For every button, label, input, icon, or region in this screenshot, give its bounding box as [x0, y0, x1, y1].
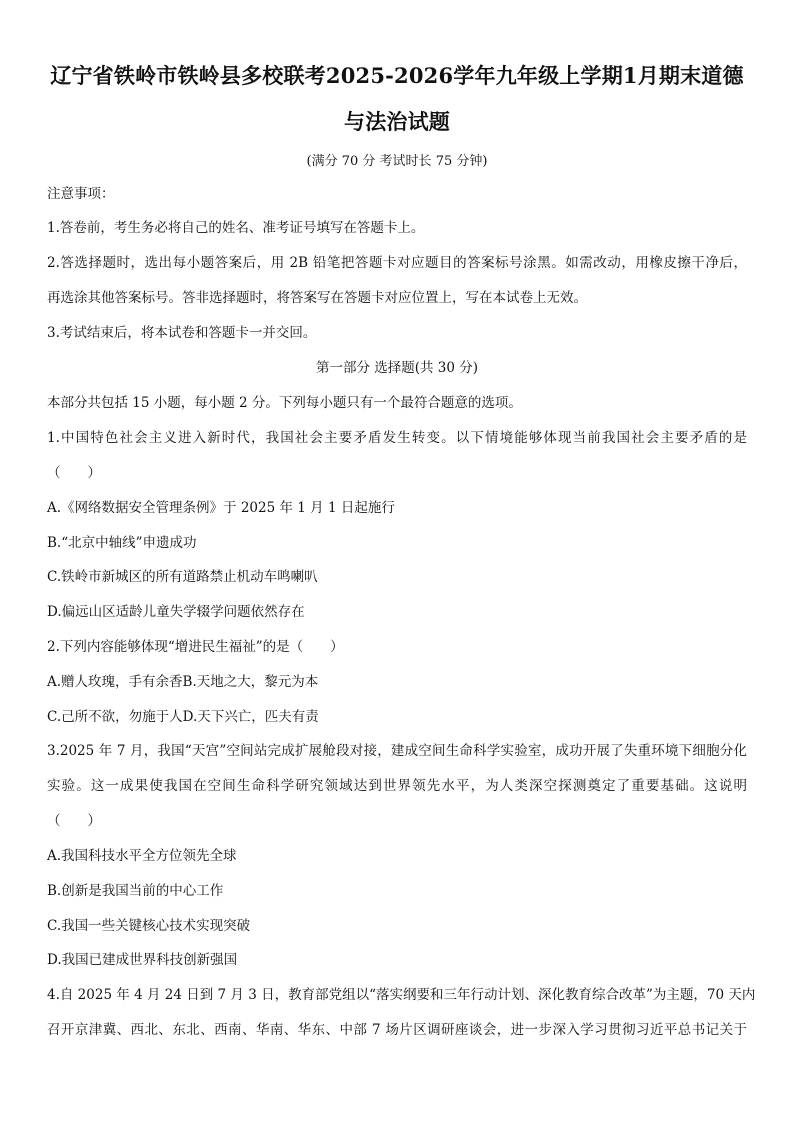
notes-heading: 注意事项：: [47, 186, 115, 202]
question-1-option-a: A.《网络数据安全管理条例》于 2025 年 1 月 1 日起施行: [47, 500, 395, 516]
question-2-stem: 2.下列内容能够体现“增进民生福祉”的是（ ）: [47, 639, 344, 655]
question-1-option-c: C.铁岭市新城区的所有道路禁止机动车鸣喇叭: [47, 569, 318, 585]
notes-item-2-line-1: 2.答选择题时，选出每小题答案后，用 2B 铅笔把答题卡对应题目的答案标号涂黑。如需改动，用橡皮擦干净后，: [47, 255, 747, 271]
question-3-stem-line-2: 实验。这一成果使我国在空间生命科学研究领域达到世界领先水平，为人类深空探测奠定了重要基础。这说明: [47, 778, 747, 794]
exam-subtitle: (满分 70 分 考试时长 75 分钟): [306, 154, 488, 169]
notes-item-3: 3.考试结束后，将本试卷和答题卡一并交回。: [47, 325, 317, 341]
question-3-option-d: D.我国已建成世界科技创新强国: [47, 952, 238, 968]
notes-item-2-line-2: 再选涂其他答案标号。答非选择题时，将答案写在答题卡对应位置上，写在本试卷上无效。: [47, 290, 587, 306]
section-intro: 本部分共包括 15 小题，每小题 2 分。下列每小题只有一个最符合题意的选项。: [47, 395, 522, 411]
question-3-option-a: A.我国科技水平全方位领先全球: [47, 848, 237, 864]
question-1-option-b: B.“北京中轴线”申遗成功: [47, 535, 197, 551]
question-2-options-ab: A.赠人玫瑰，手有余香B.天地之大，黎元为本: [47, 674, 319, 690]
question-1-stem-line-2: （ ）: [47, 465, 101, 481]
question-1-stem-line-1: 1.中国特色社会主义进入新时代，我国社会主要矛盾发生转变。以下情境能够体现当前我国社会主要矛盾的是: [47, 430, 747, 446]
question-3-stem-line-1: 3.2025 年 7 月，我国“天宫”空间站完成扩展舱段对接，建成空间生命科学实验室，成功开展了失重环境下细胞分化: [47, 743, 747, 759]
exam-title-line2: 与法治试题: [344, 109, 450, 134]
question-3-option-b: B.创新是我国当前的中心工作: [47, 883, 224, 899]
section-heading: 第一部分 选择题(共 30 分): [315, 360, 479, 376]
notes-item-1: 1.答卷前，考生务必将自己的姓名、准考证号填写在答题卡上。: [47, 220, 425, 236]
question-3-stem-line-3: （ ）: [47, 813, 101, 829]
exam-title-line1: 辽宁省铁岭市铁岭县多校联考2025-2026学年九年级上学期1月期末道德: [50, 63, 744, 88]
question-4-stem-line-1: 4.自 2025 年 4 月 24 日到 7 月 3 日，教育部党组以“落实纲要和三年行动计划、深化教育综合改革”为主题，70 天内: [47, 987, 756, 1003]
question-4-stem-line-2: 召开京津冀、西北、东北、西南、华南、华东、中部 7 场片区调研座谈会，进一步深入学习贯彻习近平总书记关于: [47, 1022, 747, 1038]
question-3-option-c: C.我国一些关键核心技术实现突破: [47, 918, 251, 934]
question-2-options-cd: C.己所不欲，勿施于人D.天下兴亡，匹夫有责: [47, 709, 319, 725]
question-1-option-d: D.偏远山区适龄儿童失学辍学问题依然存在: [47, 604, 305, 620]
